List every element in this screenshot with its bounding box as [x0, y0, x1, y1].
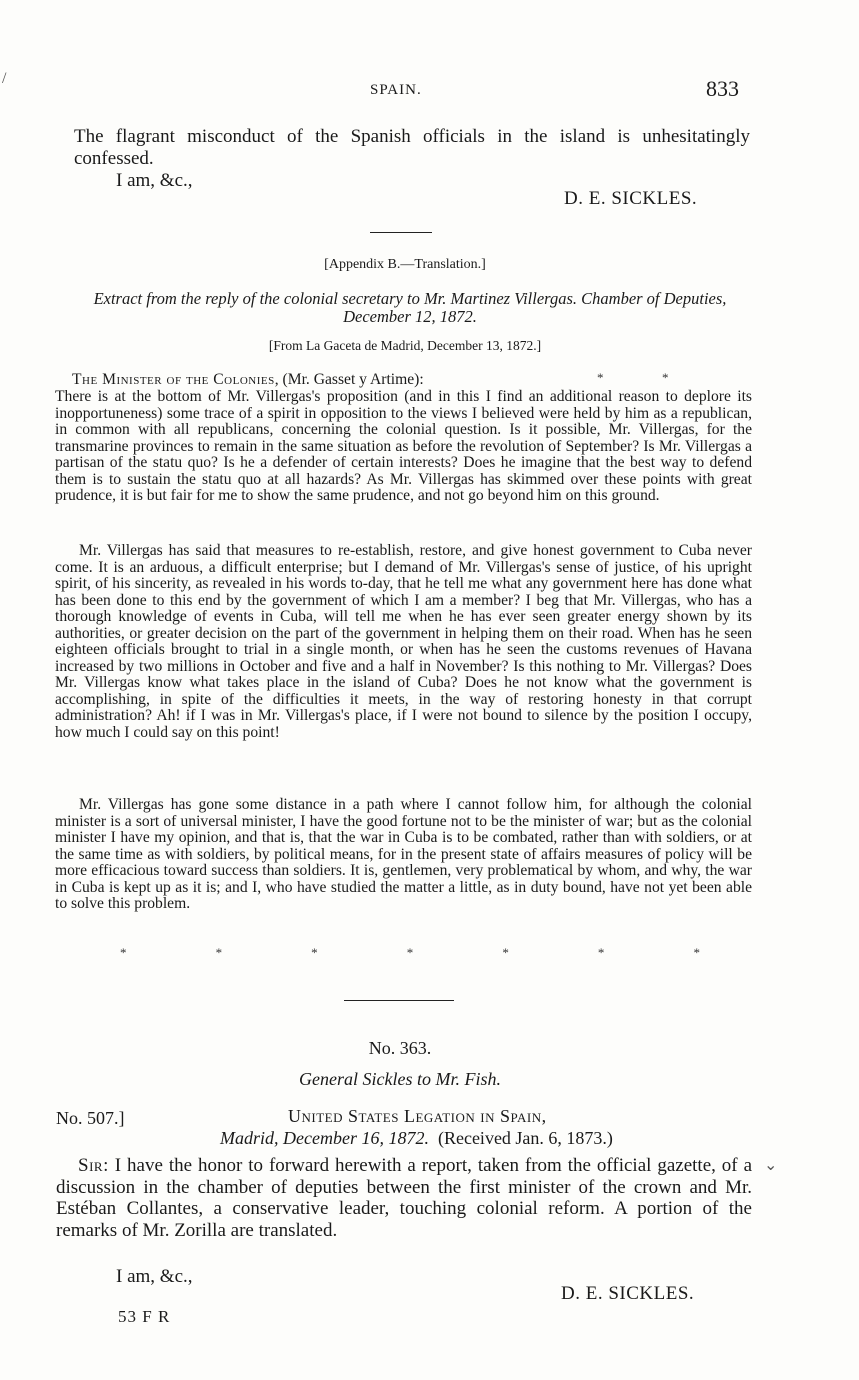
speaker-detail: , (Mr. Gasset y Artime):: [274, 371, 424, 388]
appendix-paragraph-2: Mr. Villergas has said that measures to re-establish, restore, and give honest government to Cuba never come. It is an arduous, a difficult enterprise; but I demand of Mr. Villergas's sense of justice, of his upright spirit, of his sincerity, as revealed in his words to-day, that he tell me what any government here has done what has been done to this end by the government of which I am a member? I beg that Mr. Villergas, who has a thorough knowledge of events in Cuba, will tell me when he has ever seen greater energy shown by its authorities, or greater decision on the part of the government in helping them on their road. When has he seen eighteen officials brought to trial in a single month, or when has he seen the customs revenues of Havana increased by two millions in October and five and a half in November? Is this nothing to Mr. Villergas? Does Mr. Villergas know what takes place in the island of Cuba? Does he not know what the government is accomplishing, in spite of the difficulties it meets, in the way of restoring honesty in that corrupt administration? Ah! if I was in Mr. Villergas's place, if I were not bound to silence by the position I occupy, how much I could say on this point!: [55, 542, 752, 741]
continued-closing: I am, &c.,: [116, 170, 193, 191]
appendix-label: [Appendix B.—Translation.]: [324, 257, 486, 272]
received-date: (Received Jan. 6, 1873.): [437, 1128, 613, 1148]
running-title: SPAIN.: [370, 82, 422, 98]
page-number: 833: [706, 76, 739, 101]
letter-salutation: Sir:: [78, 1155, 109, 1176]
dateline-place: Madrid,: [220, 1128, 279, 1148]
margin-mark: /: [2, 70, 7, 87]
letter-rule: [344, 1000, 454, 1001]
speaker-name: The Minister of the Colonies: [72, 371, 275, 388]
legation-heading: United States Legation in Spain,: [288, 1106, 547, 1126]
dateline-date: December 16, 1872.: [283, 1128, 429, 1148]
letter-signature: D. E. SICKLES.: [561, 1283, 695, 1304]
letter-number: No. 363.: [368, 1038, 432, 1058]
letter-body: [56, 1155, 752, 1241]
omission-stars: * * * * * * *: [120, 945, 700, 960]
dateline: [220, 1128, 613, 1149]
signature-mark: 53 F R: [118, 1307, 171, 1326]
continued-signature: D. E. SICKLES.: [564, 188, 698, 209]
letter-title: General Sickles to Mr. Fish.: [299, 1069, 501, 1089]
letter-body-text: I have the honor to forward herewith a report, taken from the official gazette, of a discussion in the chamber of deputies between the first minister of the crown and Mr. Estéban Collantes, a conservative leader, touching colonial reform. A portion of the remarks of Mr. Zorilla are translated.: [56, 1155, 752, 1241]
appendix-paragraph-1: There is at the bottom of Mr. Villergas's proposition (and in this I find an additional reason to deplore its inopportuneness) some trace of a spirit in opposition to the views I believed were held by him as a republican, in common with all republicans, concerning the colonial question. Is it possible, Mr. Villergas, for the transmarine provinces to remain in the same situation as before the revolution of September? Is Mr. Villergas a partisan of the statu quo? Is he a defender of certain interests? Does he imagine that the best way to defend them is to sustain the statu quo at all hazards? As Mr. Villergas has skimmed over these points with great prudence, it is but fair for me to show the same prudence, and not go beyond him on this ground.: [55, 388, 752, 504]
letter-closing: I am, &c.,: [116, 1266, 193, 1287]
margin-mark: ⌄: [764, 1157, 778, 1174]
extract-title: Extract from the reply of the colonial secretary to Mr. Martinez Villergas. Chamber of Deputies, December 12, 1872.: [93, 289, 727, 326]
appendix-paragraph-3: Mr. Villergas has gone some distance in a path where I cannot follow him, for although the colonial minister is a sort of universal minister, I have the good fortune not to be the minister of war; but as the colonial minister I have my opinion, and that is, that the war in Cuba is to be combated, rather than with soldiers, or at the same time as with soldiers, by political means, for in the present state of affairs measures of policy will be more efficacious toward success than soldiers. It is, gentlemen, very problematical by whom, and why, the war in Cuba is kept up as it is; and I, who have studied the matter a little, as in duty bound, have not yet been able to solve this problem.: [55, 796, 752, 912]
extract-source: [From La Gaceta de Madrid, December 13, 1872.]: [268, 338, 542, 353]
continued-paragraph: The flagrant misconduct of the Spanish officials in the island is unhesitatingly confessed.: [74, 126, 750, 169]
section-rule: [370, 232, 432, 233]
dispatch-number: No. 507.]: [56, 1108, 125, 1128]
speaker-ellipsis-stars: * *: [597, 370, 669, 385]
